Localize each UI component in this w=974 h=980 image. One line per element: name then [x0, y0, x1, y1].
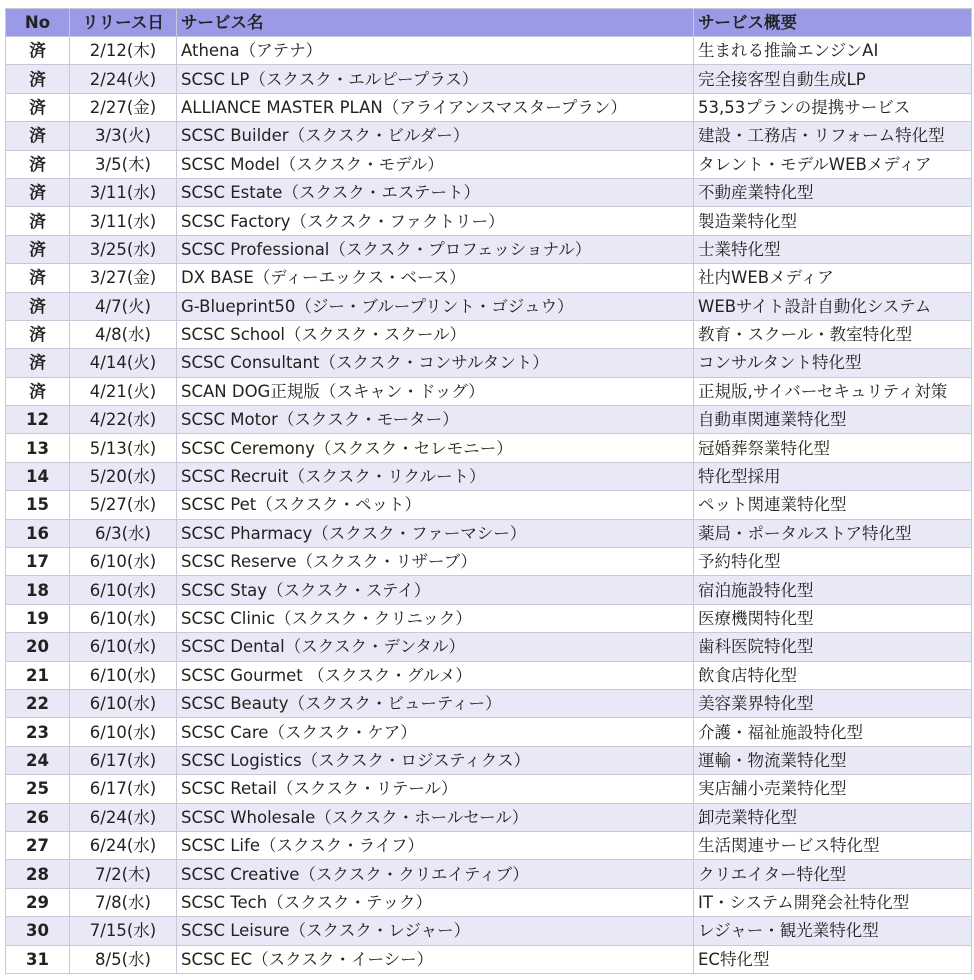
row-service-name: G-Blueprint50（ジー・ブループリント・ゴジュウ）: [177, 292, 694, 320]
table-row: [6, 888, 972, 916]
table-row: [6, 746, 972, 774]
table-row: [6, 576, 972, 604]
row-release-date: 4/21(火): [70, 377, 177, 405]
row-release-date: 6/17(水): [70, 746, 177, 774]
table-row: [6, 37, 972, 65]
row-service-summary: EC特化型: [694, 945, 972, 973]
row-release-date: 7/15(水): [70, 917, 177, 945]
row-no: 14: [6, 462, 70, 490]
row-service-summary: 不動産業特化型: [694, 178, 972, 206]
row-service-summary: 飲食店特化型: [694, 661, 972, 689]
table-row: [6, 65, 972, 93]
row-service-name: SCSC Pharmacy（スクスク・ファーマシー）: [177, 519, 694, 547]
row-no: 12: [6, 406, 70, 434]
row-release-date: 3/11(水): [70, 178, 177, 206]
row-service-name: SCSC Beauty（スクスク・ビューティー）: [177, 689, 694, 717]
row-service-summary: 完全接客型自動生成LP: [694, 65, 972, 93]
row-service-name: SCSC Recruit（スクスク・リクルート）: [177, 462, 694, 490]
table-row: [6, 320, 972, 348]
row-release-date: 3/25(水): [70, 235, 177, 263]
row-service-name: SCSC Gourmet （スクスク・グルメ）: [177, 661, 694, 689]
row-service-name: SCAN DOG正規版（スキャン・ドッグ）: [177, 377, 694, 405]
row-release-date: 3/27(金): [70, 264, 177, 292]
table-row: [6, 548, 972, 576]
row-service-name: SCSC Care（スクスク・ケア）: [177, 718, 694, 746]
row-release-date: 5/20(水): [70, 462, 177, 490]
row-no: 13: [6, 434, 70, 462]
table-body: [6, 37, 972, 974]
row-release-date: 6/24(水): [70, 831, 177, 859]
row-service-name: SCSC Consultant（スクスク・コンサルタント）: [177, 349, 694, 377]
row-service-name: SCSC Leisure（スクスク・レジャー）: [177, 917, 694, 945]
header-service-summary: サービス概要: [694, 9, 972, 37]
row-release-date: 4/14(火): [70, 349, 177, 377]
table-row: [6, 718, 972, 746]
row-service-name: ALLIANCE MASTER PLAN（アライアンスマスタープラン）: [177, 93, 694, 121]
row-release-date: 6/3(水): [70, 519, 177, 547]
row-no: 済: [6, 292, 70, 320]
row-service-summary: 薬局・ポータルストア特化型: [694, 519, 972, 547]
row-no: 16: [6, 519, 70, 547]
row-service-summary: 教育・スクール・教室特化型: [694, 320, 972, 348]
table-row: [6, 917, 972, 945]
table-row: [6, 235, 972, 263]
table-row: [6, 462, 972, 490]
row-service-summary: WEBサイト設計自動化システム: [694, 292, 972, 320]
row-release-date: 4/22(水): [70, 406, 177, 434]
row-service-summary: 生まれる推論エンジンAI: [694, 37, 972, 65]
table-row: [6, 519, 972, 547]
row-no: 26: [6, 803, 70, 831]
row-no: 28: [6, 860, 70, 888]
table-row: [6, 377, 972, 405]
row-service-summary: 美容業界特化型: [694, 689, 972, 717]
row-release-date: 6/10(水): [70, 576, 177, 604]
row-release-date: 6/10(水): [70, 661, 177, 689]
table-row: [6, 689, 972, 717]
release-schedule-table-container: [5, 8, 971, 974]
row-no: 済: [6, 235, 70, 263]
row-service-summary: 運輸・物流業特化型: [694, 746, 972, 774]
table-row: [6, 775, 972, 803]
row-service-name: SCSC Stay（スクスク・ステイ）: [177, 576, 694, 604]
row-service-name: SCSC Life（スクスク・ライフ）: [177, 831, 694, 859]
row-release-date: 6/10(水): [70, 633, 177, 661]
table-row: [6, 831, 972, 859]
row-release-date: 6/10(水): [70, 718, 177, 746]
row-service-summary: 建設・工務店・リフォーム特化型: [694, 122, 972, 150]
row-service-summary: 予約特化型: [694, 548, 972, 576]
table-row: [6, 491, 972, 519]
row-service-summary: 医療機関特化型: [694, 604, 972, 632]
row-service-summary: 社内WEBメディア: [694, 264, 972, 292]
row-release-date: 4/7(火): [70, 292, 177, 320]
row-service-name: SCSC Factory（スクスク・ファクトリー）: [177, 207, 694, 235]
row-release-date: 7/2(木): [70, 860, 177, 888]
row-release-date: 7/8(水): [70, 888, 177, 916]
row-no: 20: [6, 633, 70, 661]
row-service-summary: タレント・モデルWEBメディア: [694, 150, 972, 178]
table-row: [6, 406, 972, 434]
table-row: [6, 349, 972, 377]
row-service-name: SCSC Model（スクスク・モデル）: [177, 150, 694, 178]
table-row: [6, 633, 972, 661]
table-row: [6, 661, 972, 689]
row-no: 25: [6, 775, 70, 803]
row-no: 済: [6, 264, 70, 292]
row-service-summary: 特化型採用: [694, 462, 972, 490]
row-service-name: SCSC Builder（スクスク・ビルダー）: [177, 122, 694, 150]
row-no: 19: [6, 604, 70, 632]
row-service-name: SCSC School（スクスク・スクール）: [177, 320, 694, 348]
row-no: 24: [6, 746, 70, 774]
table-header: [6, 9, 972, 37]
row-release-date: 6/10(水): [70, 689, 177, 717]
row-service-name: DX BASE（ディーエックス・ベース）: [177, 264, 694, 292]
header-no: No: [6, 9, 70, 37]
row-service-summary: 53,53プランの提携サービス: [694, 93, 972, 121]
row-no: 27: [6, 831, 70, 859]
row-no: 済: [6, 37, 70, 65]
row-service-summary: 自動車関連業特化型: [694, 406, 972, 434]
row-no: 23: [6, 718, 70, 746]
row-release-date: 2/12(木): [70, 37, 177, 65]
row-service-summary: 実店舗小売業特化型: [694, 775, 972, 803]
row-no: 15: [6, 491, 70, 519]
row-service-summary: 正規版,サイバーセキュリティ対策: [694, 377, 972, 405]
row-no: 済: [6, 122, 70, 150]
row-release-date: 2/27(金): [70, 93, 177, 121]
table-row: [6, 150, 972, 178]
row-service-summary: 介護・福祉施設特化型: [694, 718, 972, 746]
row-service-name: SCSC LP（スクスク・エルピープラス）: [177, 65, 694, 93]
row-service-name: SCSC Pet（スクスク・ペット）: [177, 491, 694, 519]
row-service-summary: 生活関連サービス特化型: [694, 831, 972, 859]
row-no: 22: [6, 689, 70, 717]
row-no: 済: [6, 93, 70, 121]
row-service-summary: IT・システム開発会社特化型: [694, 888, 972, 916]
row-release-date: 6/10(水): [70, 548, 177, 576]
row-service-summary: 歯科医院特化型: [694, 633, 972, 661]
row-no: 済: [6, 178, 70, 206]
table-row: [6, 945, 972, 973]
header-service-name: サービス名: [177, 9, 694, 37]
row-no: 済: [6, 207, 70, 235]
header-release-date: リリース日: [70, 9, 177, 37]
row-service-summary: 士業特化型: [694, 235, 972, 263]
row-release-date: 6/17(水): [70, 775, 177, 803]
row-no: 29: [6, 888, 70, 916]
table-row: [6, 178, 972, 206]
row-release-date: 3/11(水): [70, 207, 177, 235]
row-service-name: SCSC Retail（スクスク・リテール）: [177, 775, 694, 803]
row-service-name: SCSC EC（スクスク・イーシー）: [177, 945, 694, 973]
row-release-date: 6/10(水): [70, 604, 177, 632]
row-release-date: 5/13(水): [70, 434, 177, 462]
row-service-summary: ペット関連業特化型: [694, 491, 972, 519]
row-no: 済: [6, 349, 70, 377]
row-no: 30: [6, 917, 70, 945]
table-row: [6, 207, 972, 235]
row-service-summary: 製造業特化型: [694, 207, 972, 235]
row-no: 17: [6, 548, 70, 576]
header-row: [6, 9, 972, 37]
release-schedule-table: [5, 8, 972, 974]
table-row: [6, 292, 972, 320]
row-release-date: 8/5(水): [70, 945, 177, 973]
row-release-date: 3/3(火): [70, 122, 177, 150]
row-service-summary: レジャー・観光業特化型: [694, 917, 972, 945]
row-service-name: SCSC Wholesale（スクスク・ホールセール）: [177, 803, 694, 831]
row-no: 済: [6, 377, 70, 405]
row-service-summary: クリエイター特化型: [694, 860, 972, 888]
row-service-name: Athena（アテナ）: [177, 37, 694, 65]
row-no: 済: [6, 320, 70, 348]
row-service-summary: 卸売業特化型: [694, 803, 972, 831]
row-service-name: SCSC Tech（スクスク・テック）: [177, 888, 694, 916]
row-service-name: SCSC Reserve（スクスク・リザーブ）: [177, 548, 694, 576]
row-no: 18: [6, 576, 70, 604]
table-row: [6, 604, 972, 632]
row-service-name: SCSC Dental（スクスク・デンタル）: [177, 633, 694, 661]
row-release-date: 6/24(水): [70, 803, 177, 831]
row-service-summary: 宿泊施設特化型: [694, 576, 972, 604]
row-no: 21: [6, 661, 70, 689]
row-no: 31: [6, 945, 70, 973]
table-row: [6, 803, 972, 831]
row-service-name: SCSC Ceremony（スクスク・セレモニー）: [177, 434, 694, 462]
row-release-date: 5/27(水): [70, 491, 177, 519]
row-release-date: 3/5(木): [70, 150, 177, 178]
row-release-date: 2/24(火): [70, 65, 177, 93]
row-service-summary: 冠婚葬祭業特化型: [694, 434, 972, 462]
table-row: [6, 93, 972, 121]
table-row: [6, 264, 972, 292]
row-service-name: SCSC Creative（スクスク・クリエイティブ）: [177, 860, 694, 888]
row-service-name: SCSC Logistics（スクスク・ロジスティクス）: [177, 746, 694, 774]
row-service-name: SCSC Estate（スクスク・エステート）: [177, 178, 694, 206]
row-service-name: SCSC Motor（スクスク・モーター）: [177, 406, 694, 434]
table-row: [6, 860, 972, 888]
row-service-summary: コンサルタント特化型: [694, 349, 972, 377]
table-row: [6, 434, 972, 462]
row-service-name: SCSC Professional（スクスク・プロフェッショナル）: [177, 235, 694, 263]
row-no: 済: [6, 150, 70, 178]
row-service-name: SCSC Clinic（スクスク・クリニック）: [177, 604, 694, 632]
row-no: 済: [6, 65, 70, 93]
table-row: [6, 122, 972, 150]
row-release-date: 4/8(水): [70, 320, 177, 348]
